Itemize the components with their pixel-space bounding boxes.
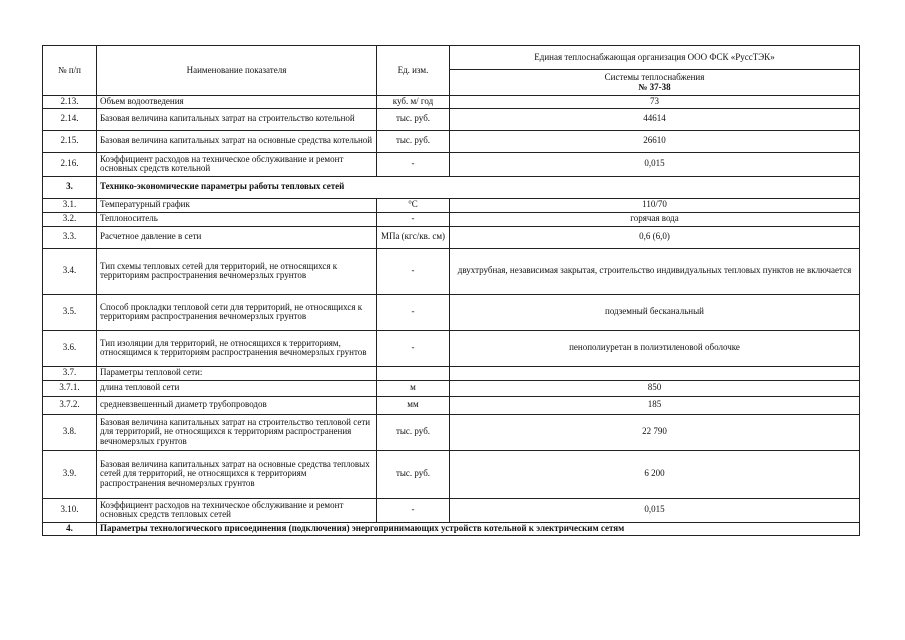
row-name: Базовая величина капитальных затрат на строительство котельной (97, 108, 377, 130)
table-row (43, 366, 860, 380)
table-row (43, 396, 860, 414)
section-title: Технико-экономические параметры работы тепловых сетей (97, 176, 860, 198)
row-name: средневзвешенный диаметр трубопроводов (97, 396, 377, 414)
table-row (43, 330, 860, 366)
row-value: горячая вода (450, 212, 860, 226)
parameters-table (42, 45, 860, 536)
row-name: Базовая величина капитальных затрат на строительство тепловой сети для территорий, не относящихся к территориям распространения вечномерзлых грунтов (97, 414, 377, 450)
row-num: 3.1. (43, 198, 97, 212)
table-row (43, 130, 860, 152)
row-name: Объем водоотведения (97, 96, 377, 109)
row-num: 3.3. (43, 226, 97, 248)
table-row (43, 294, 860, 330)
table-row (43, 226, 860, 248)
row-name: Тип схемы тепловых сетей для территорий, не относящихся к территориям распространения вечномерзлых грунтов (97, 248, 377, 294)
row-num: 2.16. (43, 152, 97, 176)
section-num: 4. (43, 522, 97, 535)
header-name: Наименование показателя (97, 46, 377, 96)
row-unit: - (377, 212, 450, 226)
row-unit: тыс. руб. (377, 414, 450, 450)
row-unit: мм (377, 396, 450, 414)
row-num: 3.10. (43, 498, 97, 522)
row-name: длина тепловой сети (97, 380, 377, 396)
row-unit: - (377, 248, 450, 294)
row-value: пенополиуретан в полиэтиленовой оболочке (450, 330, 860, 366)
header-num: № п/п (43, 46, 97, 96)
row-value: 22 790 (450, 414, 860, 450)
table-row (43, 380, 860, 396)
row-unit: куб. м/ год (377, 96, 450, 109)
row-name: Базовая величина капитальных затрат на основные средства котельной (97, 130, 377, 152)
row-unit: м (377, 380, 450, 396)
row-value: 0,015 (450, 152, 860, 176)
section-row (43, 522, 860, 535)
row-unit: - (377, 498, 450, 522)
row-name: Расчетное давление в сети (97, 226, 377, 248)
row-name: Коэффициент расходов на техническое обслуживание и ремонт основных средств котельной (97, 152, 377, 176)
table-row (43, 248, 860, 294)
header-systems-number: № 37-38 (638, 81, 671, 92)
section-title: Параметры технологического присоединения (подключения) энергопринимающих устройств котельной к электрическим сетям (97, 522, 860, 535)
table-row (43, 450, 860, 498)
row-num: 3.6. (43, 330, 97, 366)
row-num: 3.5. (43, 294, 97, 330)
section-num: 3. (43, 176, 97, 198)
row-value: 73 (450, 96, 860, 109)
row-num: 2.13. (43, 96, 97, 109)
table-row (43, 198, 860, 212)
row-num: 3.7. (43, 366, 97, 380)
row-num: 2.14. (43, 108, 97, 130)
table-row (43, 152, 860, 176)
section-row (43, 176, 860, 198)
row-value: 185 (450, 396, 860, 414)
row-name: Параметры тепловой сети: (97, 366, 377, 380)
table-row (43, 498, 860, 522)
row-name: Коэффициент расходов на техническое обслуживание и ремонт основных средств тепловых сетей (97, 498, 377, 522)
row-num: 3.7.2. (43, 396, 97, 414)
header-row (43, 46, 860, 70)
row-unit: МПа (кгс/кв. см) (377, 226, 450, 248)
row-num: 3.9. (43, 450, 97, 498)
row-value: 110/70 (450, 198, 860, 212)
row-name: Теплоноситель (97, 212, 377, 226)
table-row (43, 108, 860, 130)
row-unit: - (377, 294, 450, 330)
row-value (450, 366, 860, 380)
row-name: Способ прокладки тепловой сети для территорий, не относящихся к территориям распространения вечномерзлых грунтов (97, 294, 377, 330)
row-value: 44614 (450, 108, 860, 130)
row-unit: тыс. руб. (377, 108, 450, 130)
header-systems-label: Системы теплоснабжения (604, 72, 705, 82)
header-systems (450, 70, 860, 96)
table-row (43, 414, 860, 450)
row-name: Тип изоляции для территорий, не относящихся к территориям, относящимся к территориям распространения вечномерзлых грунтов (97, 330, 377, 366)
row-value: 850 (450, 380, 860, 396)
row-value: 0,015 (450, 498, 860, 522)
row-value: 6 200 (450, 450, 860, 498)
row-num: 3.2. (43, 212, 97, 226)
row-value: 0,6 (6,0) (450, 226, 860, 248)
row-unit: тыс. руб. (377, 130, 450, 152)
row-num: 2.15. (43, 130, 97, 152)
header-org: Единая теплоснабжающая организация ООО ФСК «РуссТЭК» (450, 46, 860, 70)
header-unit: Ед. изм. (377, 46, 450, 96)
row-unit: тыс. руб. (377, 450, 450, 498)
row-num: 3.8. (43, 414, 97, 450)
row-unit (377, 366, 450, 380)
row-num: 3.7.1. (43, 380, 97, 396)
row-unit: °С (377, 198, 450, 212)
row-value: подземный бесканальный (450, 294, 860, 330)
row-value: двухтрубная, независимая закрытая, строительство индивидуальных тепловых пунктов не включается (450, 248, 860, 294)
row-name: Температурный график (97, 198, 377, 212)
row-num: 3.4. (43, 248, 97, 294)
table-row (43, 212, 860, 226)
row-unit: - (377, 152, 450, 176)
row-unit: - (377, 330, 450, 366)
row-value: 26610 (450, 130, 860, 152)
row-name: Базовая величина капитальных затрат на основные средства тепловых сетей для территорий, не относящихся к территориям распространения вечномерзлых грунтов (97, 450, 377, 498)
table-row (43, 96, 860, 109)
